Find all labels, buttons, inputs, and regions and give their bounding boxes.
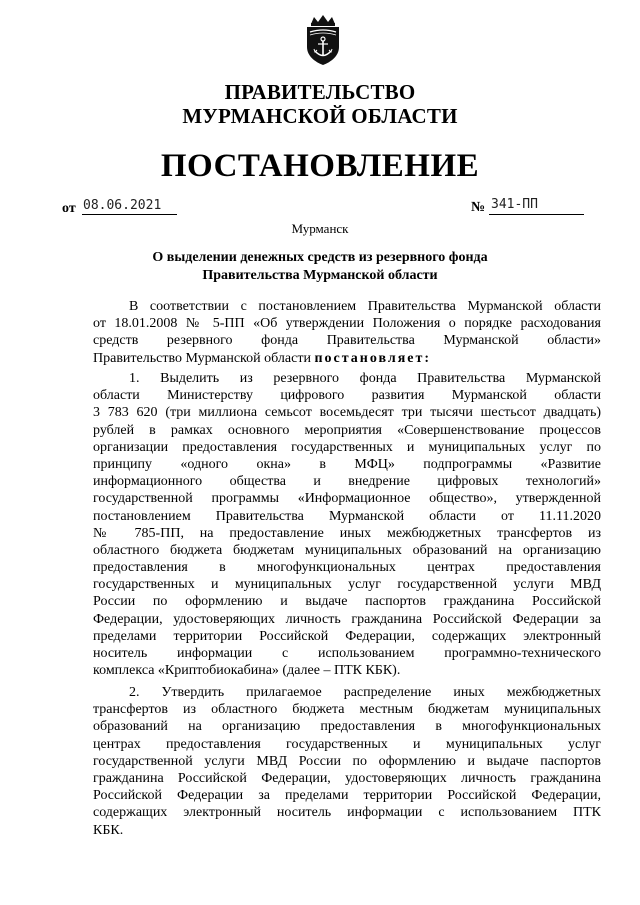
item-1-line: № 785-ПП, на предоставление иных межбюджетных трансфертов из bbox=[93, 525, 601, 541]
item-1-line: областного бюджета бюджетам муниципальных образований на организацию bbox=[93, 542, 601, 558]
item-2-line: центрах предоставления государственных и муниципальных услуг bbox=[93, 736, 601, 752]
item-1-line: комплекса «Криптобиокабина» (далее – ПТК КБК). bbox=[93, 663, 401, 679]
item-2-line: Российской Федерации за пределами территории Российской Федерации, bbox=[93, 788, 601, 804]
murmansk-coat-of-arms-icon bbox=[303, 14, 343, 66]
organization-name-line1: ПРАВИТЕЛЬСТВО bbox=[224, 80, 416, 104]
item-2-paragraph bbox=[93, 684, 601, 839]
resolves-keyword: постановляет: bbox=[314, 350, 432, 366]
item-2-line: трансфертов из областного бюджета местным бюджетам муниципальных bbox=[93, 702, 601, 718]
item-1-line: предоставления в многофункциональных центрах предоставления bbox=[93, 560, 601, 576]
item-1-line: 1. Выделить из резервного фонда Правительства Мурманской bbox=[129, 371, 601, 386]
item-2-line: КБК. bbox=[93, 822, 124, 838]
date-value: 08.06.2021 bbox=[83, 198, 162, 213]
item-1-line: области Министерству цифрового развития Мурманской области bbox=[93, 388, 601, 404]
item-2-line: гражданина Российской Федерации, удостоверяющих личность гражданина bbox=[93, 770, 601, 786]
item-1-line: информационного общества и внедрение цифровых технологий» bbox=[93, 474, 601, 490]
document-title-line2: Правительства Мурманской области bbox=[202, 268, 438, 283]
item-1-line: постановлением Правительства Мурманской области от 11.11.2020 bbox=[93, 508, 601, 524]
number-underline bbox=[489, 214, 584, 215]
item-1-line: 3 783 620 (три миллиона семьсот восемьдесят три тысячи шестьсот двадцать) bbox=[93, 405, 601, 421]
date-label: от bbox=[62, 201, 76, 216]
number-label: № bbox=[471, 200, 486, 215]
item-2-line: образований на организацию предоставления в многофункциональных bbox=[93, 719, 601, 735]
item-1-line: организации предоставления государственных и муниципальных услуг по bbox=[93, 439, 601, 455]
item-1-line: Федерации, удостоверяющих личность гражданина Российской Федерации за bbox=[93, 611, 601, 627]
preamble-line: от 18.01.2008 № 5-ПП «Об утверждении Положения о порядке расходования bbox=[93, 316, 601, 332]
preamble-line: В соответствии с постановлением Правительства Мурманской области bbox=[129, 299, 601, 314]
item-2-line: 2. Утвердить прилагаемое распределение иных межбюджетных bbox=[129, 685, 601, 700]
preamble-paragraph bbox=[93, 298, 601, 367]
item-2-line: содержащих электронный носитель информации с использованием ПТК bbox=[93, 805, 601, 821]
item-1-paragraph bbox=[93, 370, 601, 679]
item-1-line: государственной программы «Информационное общество», утвержденной bbox=[93, 491, 601, 507]
document-type-heading: ПОСТАНОВЛЕНИЕ bbox=[160, 148, 480, 184]
item-2-line: государственной услуги МВД России по оформлению и выдаче паспортов bbox=[93, 753, 601, 769]
item-1-line: России по оформлению и выдаче паспортов гражданина Российской bbox=[93, 594, 601, 610]
document-number-value: 341-ПП bbox=[491, 197, 538, 212]
date-underline bbox=[82, 214, 177, 215]
item-1-line: принципу «одного окна» в МФЦ» подпрограммы «Развитие bbox=[93, 456, 601, 472]
item-1-line: пределами территории Российской Федерации, содержащих электронный bbox=[93, 628, 601, 644]
organization-name-line2: МУРМАНСКОЙ ОБЛАСТИ bbox=[182, 104, 458, 128]
document-title-line1: О выделении денежных средств из резервного фонда bbox=[152, 250, 488, 265]
item-1-line: государственных и муниципальных услуг государственной услуги МВД bbox=[93, 577, 601, 593]
preamble-line: средств резервного фонда Правительства Мурманской области» bbox=[93, 333, 601, 349]
item-1-line: рублей в рамках основного мероприятия «Совершенствование процессов bbox=[93, 422, 601, 438]
item-1-line: носитель информации с использованием программно-технического bbox=[93, 646, 601, 661]
preamble-line-last bbox=[93, 350, 601, 367]
preamble-line: Правительство Мурманской области bbox=[93, 350, 311, 366]
city-name: Мурманск bbox=[291, 221, 349, 236]
